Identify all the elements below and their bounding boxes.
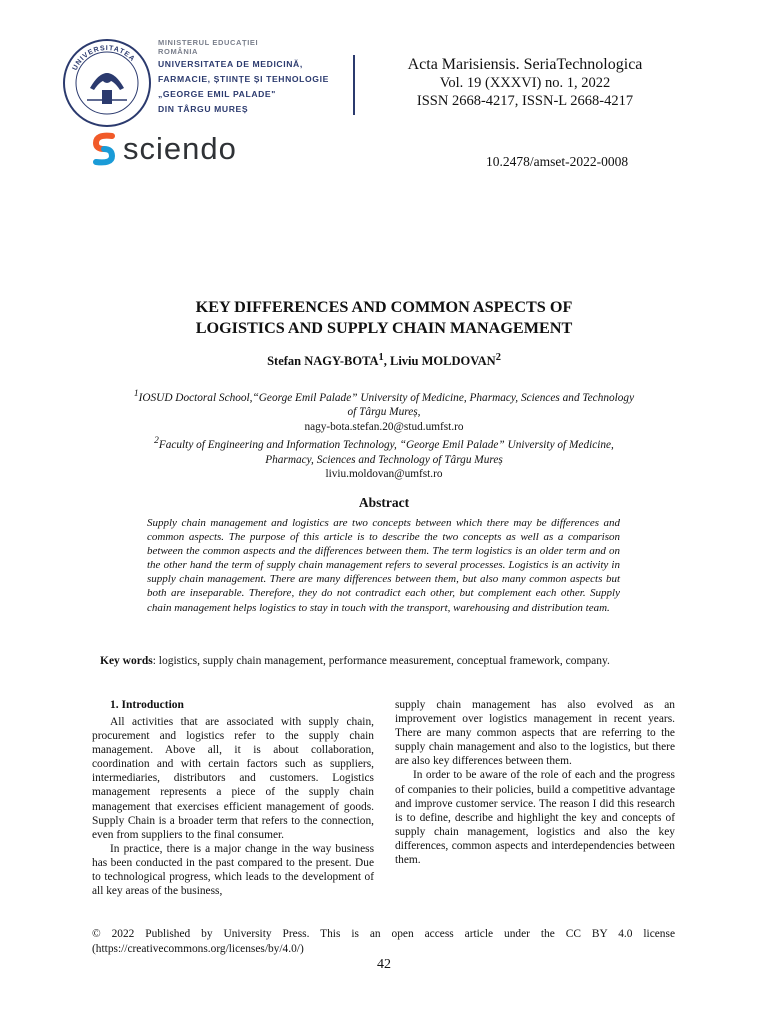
aff2-sup: 2 [154, 436, 159, 447]
title-line-2: LOGISTICS AND SUPPLY CHAIN MANAGEMENT [195, 319, 573, 337]
sciendo-wordmark: sciendo [123, 131, 237, 166]
university-line-1: UNIVERSITATEA DE MEDICINĂ, [158, 59, 303, 69]
university-name-block [158, 38, 329, 116]
journal-volume: Vol. 19 (XXXVI) no. 1, 2022 [439, 75, 611, 91]
aff2-text: Faculty of Engineering and Information Technology, “George Emil Palade” University of Medicine, [158, 439, 614, 452]
affiliation-2-line-2: Pharmacy, Sciences and Technology of Târgu Mureș [265, 453, 503, 466]
sciendo-mark-icon [92, 132, 116, 166]
keywords-label: Key words [100, 655, 153, 667]
aff1-sup: 1 [133, 389, 139, 399]
affiliation-1-email: nagy-bota.stefan.20@stud.umfst.ro [304, 420, 464, 433]
section-heading-introduction: 1. Introduction [110, 699, 184, 711]
affiliation-1-line-1 [84, 387, 684, 405]
keywords [100, 655, 680, 667]
keywords-text: : logistics, supply chain management, performance measurement, conceptual framework, company. [152, 655, 610, 667]
affiliation-2-line-1 [84, 434, 684, 452]
paragraph: All activities that are associated with supply chain, procurement and logistics refer to the supply chain management. Above all, it is about collaboration, coordination and with certain factors such as suppliers, intermediaries, distributors and customers. Logistics management represents a piece of the supply chain management that exercises efficient management of goods. Supply Chain is a broader term that refers to the connection, even from suppliers to the final consumer. [92, 716, 374, 841]
affiliation-2-email: liviu.moldovan@umfst.ro [325, 468, 443, 481]
affiliations [84, 387, 684, 482]
license-footer: © 2022 Published by University Press. This is an open access article under the CC BY 4.0 license (https://creativecommons.org/licenses/by/4.0/) [92, 928, 675, 955]
svg-text:UNIVERSITATEA: UNIVERSITATEA [71, 44, 137, 72]
ministry-line-2: ROMÂNIA [158, 47, 199, 56]
paragraph: In order to be aware of the role of each and the progress of companies to their policies, build a competitive advantage and improve customer service. The reason I did this research is to define, describe and highlight the key and concepts of supply chain management, logistics and also the key differences, common aspects and interdependencies between them. [395, 769, 675, 867]
affiliation-1-line-2: of Târgu Mureș, [347, 406, 421, 419]
author-1: Stefan NAGY-BOTA [267, 354, 379, 369]
ministry-line-1: MINISTERUL EDUCAȚIEI [158, 38, 259, 47]
journal-issn: ISSN 2668-4217, ISSN-L 2668-4217 [416, 93, 634, 109]
journal-info [380, 56, 670, 110]
column-right [395, 698, 675, 867]
abstract-text: Supply chain management and logistics are two concepts between which there may be differences and common aspects. The purpose of this article is to describe the two concepts as well as a comparison between the common aspects and the differences between them. The term logistics is an older term and on the other hand the term of supply chain management refers to several processes. Logistics is an activity in supply chain management. There are many differences between them, but also many common aspects but both are inseparable. Therefore, they do not contradict each other, but complement each other. Supply chain management helps logistics to stay in touch with the transport, warehousing and distribution team. [147, 517, 620, 614]
authors [84, 352, 684, 369]
journal-title: Acta Marisiensis. SeriaTechnologica [407, 56, 643, 73]
paragraph: supply chain management has also evolved as an improvement over logistics management in recent years. There are many common aspects that are referring to the supply chain management and also to the logistics, but there are also key differences between them. [395, 699, 675, 768]
sciendo-logo [92, 131, 237, 167]
title-line-1: KEY DIFFERENCES AND COMMON ASPECTS OF [195, 298, 573, 316]
column-left [92, 715, 374, 898]
university-seal-logo [62, 38, 152, 128]
abstract-heading: Abstract [358, 495, 410, 510]
doi: 10.2478/amset-2022-0008 [486, 154, 629, 169]
author-2-sup: 2 [495, 352, 501, 363]
header-divider [353, 55, 355, 115]
article-title [84, 297, 684, 339]
university-line-2: FARMACIE, ȘTIINȚE ȘI TEHNOLOGIE [158, 74, 329, 84]
university-line-3: „GEORGE EMIL PALADE" [158, 89, 276, 99]
paragraph: In practice, there is a major change in the way business has been conducted in the past compared to the present. Due to technological progress, which leads to the development of all key areas of the business, [92, 842, 374, 898]
author-separator: , [383, 354, 390, 369]
page-number: 42 [377, 957, 391, 972]
author-1-sup: 1 [378, 352, 384, 363]
university-line-4: DIN TÂRGU MUREȘ [158, 104, 249, 114]
author-2: Liviu MOLDOVAN [390, 354, 496, 369]
aff1-text: IOSUD Doctoral School,“George Emil Palade” University of Medicine, Pharmacy, Sciences and Technology [138, 391, 635, 404]
